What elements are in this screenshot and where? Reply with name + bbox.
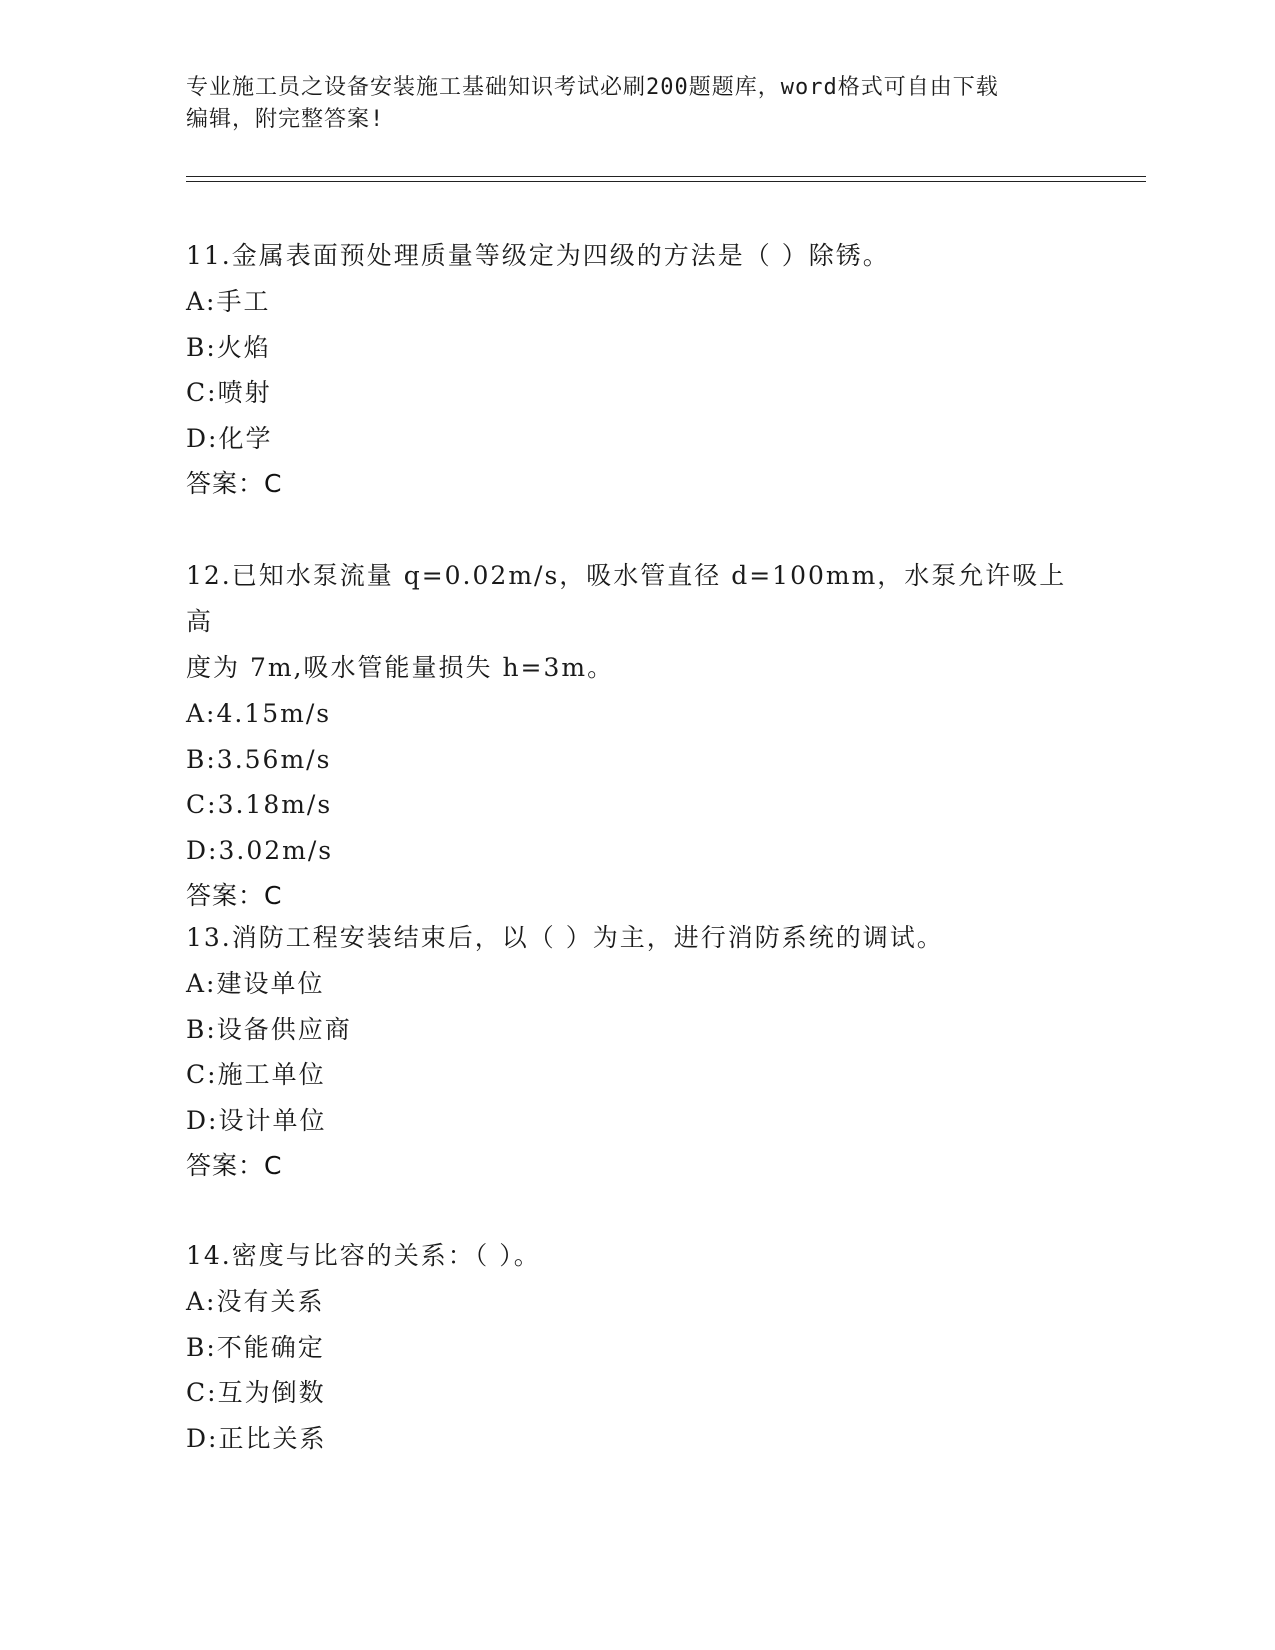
header-line-2: 编辑，附完整答案! bbox=[186, 107, 385, 132]
option-key: D: bbox=[186, 1423, 219, 1453]
option-text: 手工 bbox=[216, 287, 271, 316]
option-key: B: bbox=[186, 332, 217, 362]
option-text: 4.15m/s bbox=[216, 699, 332, 728]
question-14 bbox=[186, 1233, 1086, 1461]
option-key: D: bbox=[186, 1105, 219, 1135]
header-line-1: 专业施工员之设备安装施工基础知识考试必刷200题题库，word格式可自由下载 bbox=[186, 75, 999, 100]
option-text: 施工单位 bbox=[217, 1060, 326, 1089]
option-key: C: bbox=[186, 1378, 218, 1407]
answer: 答案：C bbox=[186, 1151, 283, 1180]
option-text: 化学 bbox=[218, 423, 273, 453]
question-11 bbox=[186, 233, 1086, 507]
question-title: 11.金属表面预处理质量等级定为四级的方法是（ ）除锈。 bbox=[186, 241, 890, 270]
option-text: 不能确定 bbox=[216, 1332, 325, 1362]
option-text: 3.02m/s bbox=[218, 835, 334, 865]
question-title: 14.密度与比容的关系：（ ）。 bbox=[186, 1241, 541, 1270]
header-divider-top bbox=[186, 176, 1146, 177]
option-key: C: bbox=[186, 1060, 218, 1089]
option-a bbox=[186, 961, 1086, 1007]
option-c bbox=[186, 782, 1086, 828]
option-key: D: bbox=[186, 835, 219, 865]
option-b bbox=[186, 1007, 1086, 1053]
option-b bbox=[186, 737, 1086, 783]
option-c bbox=[186, 1052, 1086, 1098]
option-text: 设备供应商 bbox=[216, 1014, 352, 1044]
option-a bbox=[186, 279, 1086, 325]
option-text: 喷射 bbox=[217, 378, 272, 407]
option-key: B: bbox=[186, 1014, 217, 1044]
answer: 答案：C bbox=[186, 469, 283, 498]
option-text: 正比关系 bbox=[218, 1423, 327, 1453]
question-title-line-2: 度为 7m,吸水管能量损失 h=3m。 bbox=[186, 653, 615, 682]
option-key: A: bbox=[186, 699, 217, 728]
option-key: A: bbox=[186, 287, 217, 316]
option-d bbox=[186, 1098, 1086, 1144]
option-text: 火焰 bbox=[216, 332, 271, 362]
option-d bbox=[186, 1416, 1086, 1462]
option-c bbox=[186, 370, 1086, 416]
option-key: B: bbox=[186, 1332, 217, 1362]
question-13 bbox=[186, 915, 1086, 1189]
document-header bbox=[186, 72, 1066, 136]
option-key: A: bbox=[186, 969, 217, 998]
option-text: 设计单位 bbox=[218, 1105, 327, 1135]
header-divider-bottom bbox=[186, 181, 1146, 182]
question-title: 13.消防工程安装结束后，以（ ）为主，进行消防系统的调试。 bbox=[186, 923, 944, 952]
option-text: 3.18m/s bbox=[217, 790, 333, 819]
option-key: D: bbox=[186, 423, 219, 453]
question-12 bbox=[186, 553, 1086, 919]
option-text: 没有关系 bbox=[216, 1287, 325, 1316]
option-key: C: bbox=[186, 378, 218, 407]
option-key: B: bbox=[186, 744, 217, 774]
option-text: 互为倒数 bbox=[217, 1378, 326, 1407]
option-a bbox=[186, 691, 1086, 737]
option-d bbox=[186, 416, 1086, 462]
option-text: 3.56m/s bbox=[216, 744, 332, 774]
question-title-line-1: 12.已知水泵流量 q=0.02m/s，吸水管直径 d=100mm，水泵允许吸上高 bbox=[186, 561, 1067, 636]
option-a bbox=[186, 1279, 1086, 1325]
option-text: 建设单位 bbox=[216, 969, 325, 998]
option-key: A: bbox=[186, 1287, 217, 1316]
answer: 答案：C bbox=[186, 881, 283, 910]
option-c bbox=[186, 1370, 1086, 1416]
option-d bbox=[186, 828, 1086, 874]
option-key: C: bbox=[186, 790, 218, 819]
option-b bbox=[186, 1325, 1086, 1371]
option-b bbox=[186, 325, 1086, 371]
